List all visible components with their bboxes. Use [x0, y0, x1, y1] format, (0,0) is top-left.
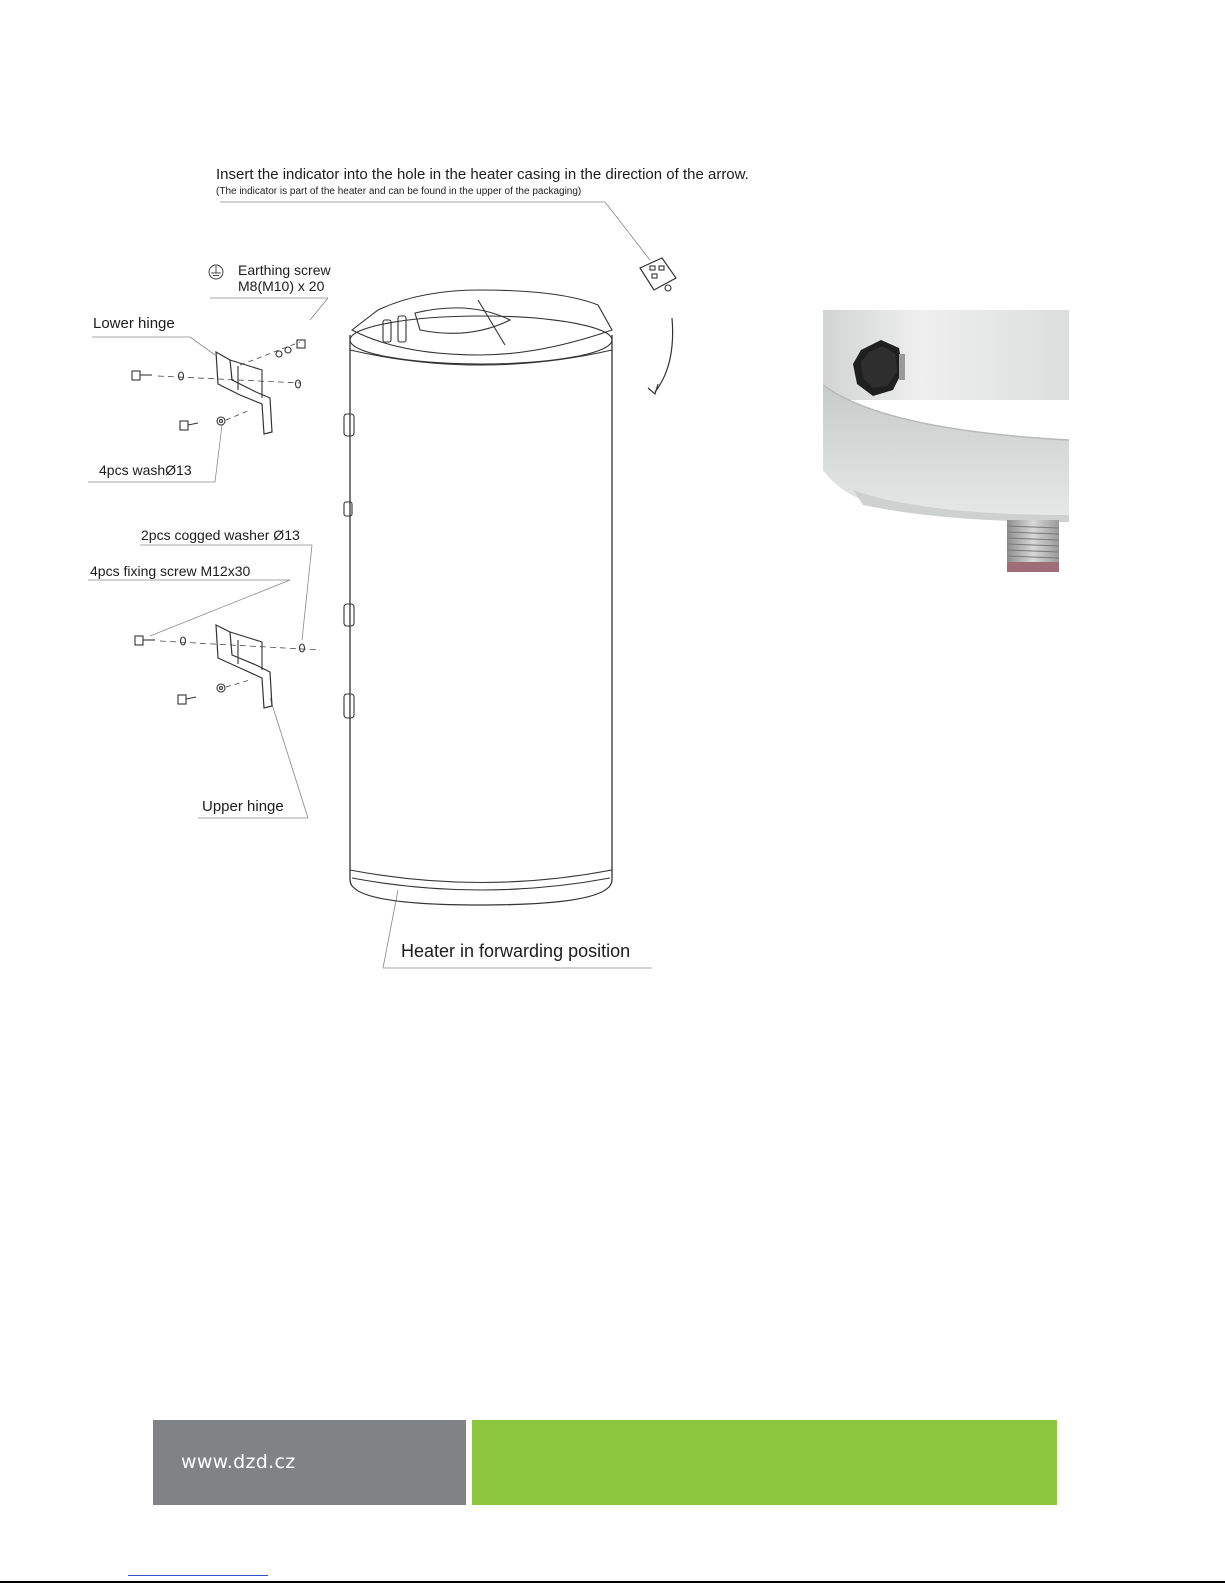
footer-green-bar [472, 1420, 1057, 1505]
indicator-photo [823, 310, 1069, 576]
heater-position-label: Heater in forwarding position [401, 941, 631, 961]
lower-hinge-label: Lower hinge [93, 315, 175, 332]
earthing-screw-label-1: Earthing screw [238, 262, 331, 278]
bottom-border [0, 1581, 1225, 1583]
upper-hinge-label: Upper hinge [202, 798, 284, 815]
instruction-note: (The indicator is part of the heater and can be found in the upper of the packaging) [216, 186, 582, 197]
washers-lower-label: 4pcs washØ13 [99, 462, 192, 478]
footer-url[interactable]: www.dzd.cz [181, 1451, 296, 1473]
fixing-screw-label: 4pcs fixing screw M12x30 [90, 563, 251, 579]
bottom-link-underline [128, 1575, 268, 1576]
cogged-washer-label: 2pcs cogged washer Ø13 [141, 527, 300, 543]
instruction-main: Insert the indicator into the hole in the heater casing in the direction of the arrow. [216, 166, 749, 183]
earthing-screw-label-2: M8(M10) x 20 [238, 278, 325, 294]
